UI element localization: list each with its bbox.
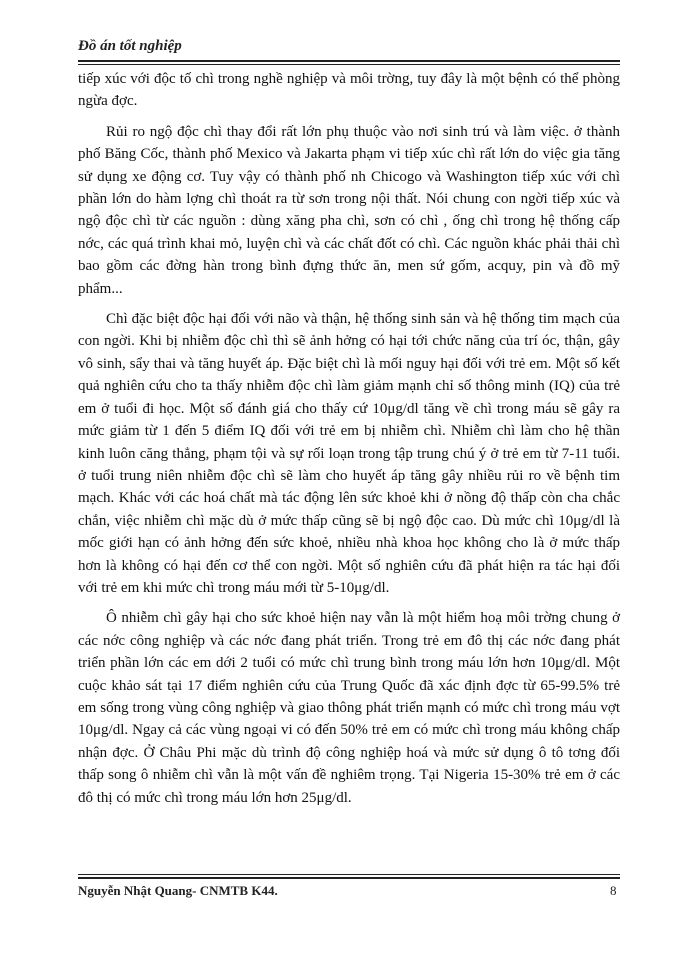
footer-rule [78,877,620,879]
paragraph-lead-pollution-hazard: Ô nhiễm chì gây hại cho sức khoẻ hiện nay vẫn là một hiểm hoạ môi trờng chung ở các nớc công nghiệp và các nớc đang phát triển. Trong trẻ em đô thị các nớc đang phát triển phần lớn các em dới 2 tuổi có mức chì trung bình trong máu lớn hơn 10μg/dl. Một cuộc khảo sát tại 17 điểm nghiên cứu của Trung Quốc đã xác định đợc từ 65-99.5% trẻ em sống trong vùng công nghiệp và giao thông phát triển mạnh có mức chì trong máu vợt 10μg/dl. Ngay cả các vùng ngoại vi có đến 50% trẻ em có mức chì trong máu không chấp nhận đợc. Ở Châu Phi mặc dù trình độ công nghiệp hoá và mức sử dụng ô tô tơng đối thấp song ô nhiễm chì vẫn là một vấn đề nghiêm trọng. Tại Nigeria 15-30% trẻ em ở các đô thị có mức chì trong máu lớn hơn 25μg/dl. [78,610,620,806]
header-rule [78,60,620,62]
page-number: 8 [610,883,617,898]
paragraph-lead-health-effects: Chì đặc biệt độc hại đối với não và thận, hệ thống sinh sản và hệ thống tim mạch của con ngời. Khi bị nhiễm độc chì thì sẽ ảnh hởng có hại tới chức năng của trí óc, thận, gây vô sinh, sẩy thai và tăng huyết áp. Đặc biệt chì là mối nguy hại đối với trẻ em. Một số kết quả nghiên cứu cho ta thấy nhiễm độc chì làm giảm mạnh chỉ số thông minh (IQ) của trẻ em ở tuổi đi học. Một số đánh giá cho thấy cứ 10μg/dl tăng về chì trong máu sẽ gây ra mức giảm từ 1 đến 5 điểm IQ đối với trẻ em bị nhiễm chì. Nhiễm chì làm cho hệ thần kinh luôn căng thẳng, phạm tội và sự rối loạn trong tập trung chú ý ở trẻ em từ 7-11 tuổi. ở tuổi trung niên nhiễm độc chì sẽ làm cho huyết áp tăng gây nhiều rủi ro về bệnh tim mạch. Khác với các hoá chất mà tác động lên sức khoẻ khi ở nồng độ thấp còn cha chắc chắn, việc nhiễm chì mặc dù ở mức thấp cũng sẽ bị ngộ độc cao. Dù mức chì 10μg/dl là mốc giới hạn có ảnh hởng đến sức khoẻ, nhiều nhà khoa học không cho là ở mức thấp hơn là không có hại đến cơ thể con ngời. Một số nghiên cứu đã phát hiện ra tác hại đối với trẻ em khi mức chì trong máu mới từ 5-10μg/dl. [78,311,620,596]
paragraph-lead-exposure-risk: Rủi ro ngộ độc chì thay đổi rất lớn phụ thuộc vào nơi sinh trú và làm việc. ở thành phố Băng Cốc, thành phố Mexico và Jakarta phạm vi tiếp xúc chì rất lớn do việc gia tăng sử dụng xe động cơ. Tuy vậy có thành phố nh Chicogo và Washington tiếp xúc với chì phần lớn do hàm lợng chì thoát ra từ sơn trong nội thất. Nói chung con ngời tiếp xúc và ngộ độc chì từ các nguồn : dùng xăng pha chì, sơn có chì , ống chì trong hệ thống cấp nớc, các quá trình khai mỏ, luyện chì và các chất đốt có chì. Các nguồn khác phải thải chì bao gồm các đờng hàn trong bình đựng thức ăn, men sứ gốm, acquy, pin và đồ mỹ phẩm... [78,123,620,297]
document-body [78,68,620,817]
page-header-title: Đồ án tốt nghiệp [78,38,182,54]
header-rule-thin [78,64,620,65]
paragraph-continuation: tiếp xúc với độc tố chì trong nghề nghiệp và môi trờng, tuy đây là một bệnh có thể phòng ngừa đợc. [78,71,620,110]
footer-author: Nguyễn Nhật Quang- CNMTB K44. [78,883,278,898]
footer-rule-thin [78,874,620,875]
